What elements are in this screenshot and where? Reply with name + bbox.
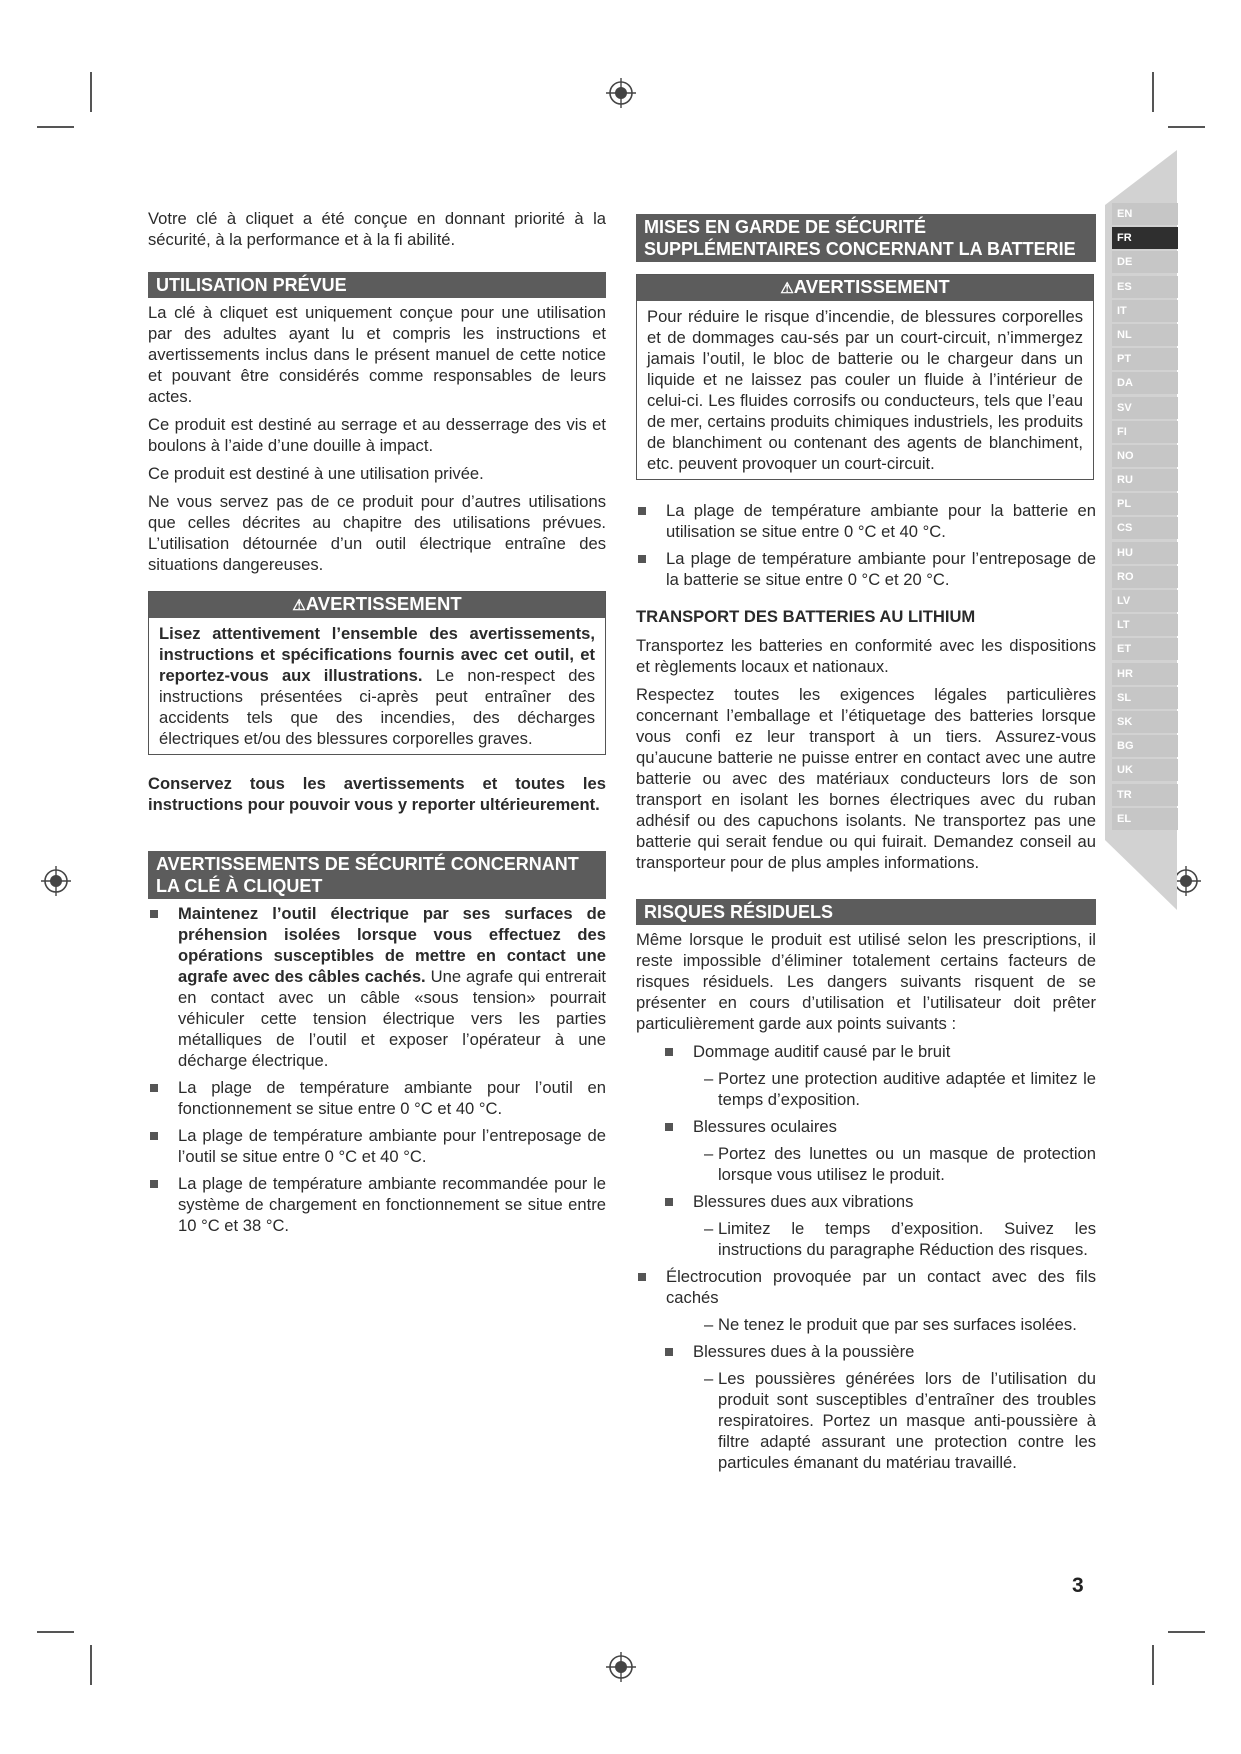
list-item-detail: – Ne tenez le produit que par ses surfaces isolées. (636, 1314, 1096, 1335)
warning-text: Le non-respect des instructions présentées ci-après peut entraîner des accidents tels que des incendies, des décharges électriques et/ou des blessures corporelles graves. (159, 666, 595, 748)
language-tabs (1112, 203, 1178, 832)
warning-body: Pour réduire le risque d’incendie, de blessures corporelles et de dommages cau-sés par un court-circuit, n’immergez jamais l’outil, le bloc de batterie ou le chargeur dans un liquide et ne laissez pas couler un fluide à l’intérieur de celui-ci. Les fluides corrosifs ou conducteurs, tels que l’eau de mer, certains produits chimiques industriels, les produits de blanchiment ou contenant des agents de blanchiment, etc. peuvent provoquer un court-circuit. (647, 307, 1083, 473)
language-tab-en[interactable]: EN (1112, 203, 1178, 225)
language-tab-fi[interactable]: FI (1112, 421, 1178, 443)
language-tab-hu[interactable]: HU (1112, 542, 1178, 564)
crop-mark (37, 1631, 74, 1633)
section-heading-risks: RISQUES RÉSIDUELS (636, 899, 1096, 925)
crop-mark (1152, 72, 1154, 112)
crop-mark (1168, 1631, 1205, 1633)
language-tab-fr[interactable]: FR (1112, 227, 1178, 249)
crop-mark (1152, 1645, 1154, 1685)
language-tab-sv[interactable]: SV (1112, 397, 1178, 419)
list-item: La plage de température ambiante recommandée pour le système de chargement en fonctionnement se situe entre 10 °C et 38 °C. (148, 1173, 606, 1236)
list-item: La plage de température ambiante pour l’entreposage de l’outil se situe entre 0 °C et 40 °C. (148, 1125, 606, 1167)
warning-body (149, 618, 605, 754)
warning-title: AVERTISSEMENT (305, 593, 462, 614)
language-tab-es[interactable]: ES (1112, 276, 1178, 298)
keep-instructions-text: Conservez tous les avertissements et toutes les instructions pour pouvoir vous y reporter ultérieurement. (148, 774, 606, 814)
registration-mark-icon (41, 866, 71, 896)
language-tab-cs[interactable]: CS (1112, 517, 1178, 539)
bullet-bold-text: Maintenez l’outil électrique par ses surfaces de préhension isolées lorsque vous effectuez des opérations susceptibles de mettre en contact une agrafe avec des câbles cachés. (178, 904, 606, 986)
warning-heading (637, 275, 1093, 301)
list-item-detail: – Les poussières générées lors de l’utilisation du produit sont susceptibles d’entraîner des troubles respiratoires. Portez un masque anti-poussière à filtre adapté assurant une protection contre les particules émanant du matériau travaillé. (636, 1368, 1096, 1473)
language-tab-bg[interactable]: BG (1112, 735, 1178, 757)
language-tab-de[interactable]: DE (1112, 251, 1178, 273)
bullet-text: Une agrafe qui entrerait en contact avec un câble «sous tension» pourrait véhiculer cette tension électrique vers les parties métalliques de l’outil et exposer l’opérateur à une décharge électrique. (178, 967, 607, 1070)
list-item-detail: – Portez une protection auditive adaptée et limitez le temps d’exposition. (636, 1068, 1096, 1110)
left-column (148, 208, 606, 1242)
warning-box (148, 591, 606, 755)
list-item: La plage de température ambiante pour la batterie en utilisation se situe entre 0 °C et 40 °C. (636, 500, 1096, 542)
intro-text: Votre clé à cliquet a été conçue en donnant priorité à la sécurité, à la performance et à la fi abilité. (148, 209, 606, 249)
language-tab-pt[interactable]: PT (1112, 348, 1178, 370)
language-tab-it[interactable]: IT (1112, 300, 1178, 322)
crop-mark (37, 126, 74, 128)
language-tab-hr[interactable]: HR (1112, 663, 1178, 685)
language-tab-sl[interactable]: SL (1112, 687, 1178, 709)
section-heading-battery: MISES EN GARDE DE SÉCURITÉ SUPPLÉMENTAIRES CONCERNANT LA BATTERIE (636, 214, 1096, 262)
section-heading-safety: AVERTISSEMENTS DE SÉCURITÉ CONCERNANT LA CLÉ À CLIQUET (148, 851, 606, 899)
language-tab-uk[interactable]: UK (1112, 759, 1178, 781)
language-tab-nl[interactable]: NL (1112, 324, 1178, 346)
language-tab-tr[interactable]: TR (1112, 784, 1178, 806)
warning-triangle-icon: ⚠ (292, 597, 306, 614)
warning-bold-text: Lisez attentivement l’ensemble des avertissements, instructions et spécifications fournis avec cet outil, et reportez-vous aux illustrations. (159, 624, 595, 685)
right-column (636, 214, 1096, 1479)
crop-mark (90, 72, 92, 112)
list-item-detail: – Limitez le temps d’exposition. Suivez les instructions du paragraphe Réduction des risques. (636, 1218, 1096, 1260)
list-item: Blessures dues aux vibrations (636, 1191, 1096, 1212)
registration-mark-icon (606, 1652, 636, 1682)
list-item: Électrocution provoquée par un contact avec des fils cachés (636, 1266, 1096, 1308)
list-item (148, 903, 606, 1071)
transport-paragraph: Transportez les batteries en conformité avec les dispositions et règlements locaux et nationaux. (636, 636, 1096, 676)
language-tab-et[interactable]: ET (1112, 638, 1178, 660)
list-item: Dommage auditif causé par le bruit (636, 1041, 1096, 1062)
language-tab-lv[interactable]: LV (1112, 590, 1178, 612)
warning-triangle-icon: ⚠ (780, 280, 794, 297)
transport-paragraph: Respectez toutes les exigences légales particulières concernant l’emballage et l’étiquetage des batteries lorsque vous confi ez leur transport à un tiers. Assurez-vous qu’aucune batterie ne puisse entrer en contact avec une autre batterie ou avec des matériaux conducteurs lors de son transport en isolant les bornes électriques avec du ruban adhésif ou des capuchons isolants. Ne transportez pas une batterie qui serait fendue ou qui fuirait. Demandez conseil au transporteur pour de plus amples informations. (636, 685, 1096, 872)
language-tab-lt[interactable]: LT (1112, 614, 1178, 636)
list-item: Blessures dues à la poussière (636, 1341, 1096, 1362)
registration-mark-icon (606, 78, 636, 108)
language-tab-sk[interactable]: SK (1112, 711, 1178, 733)
warning-title: AVERTISSEMENT (793, 276, 950, 297)
page-number: 3 (1072, 1574, 1084, 1597)
language-tab-ru[interactable]: RU (1112, 469, 1178, 491)
list-item: La plage de température ambiante pour l’entreposage de la batterie se situe entre 0 °C et 20 °C. (636, 548, 1096, 590)
usage-paragraph: Ne vous servez pas de ce produit pour d’autres utilisations que celles décrites au chapitre des utilisations prévues. L’utilisation détournée d’un outil électrique entraîne des situations dangereuses. (148, 492, 606, 574)
language-tab-da[interactable]: DA (1112, 372, 1178, 394)
language-tab-no[interactable]: NO (1112, 445, 1178, 467)
crop-mark (90, 1645, 92, 1685)
warning-box (636, 274, 1094, 480)
language-tab-pl[interactable]: PL (1112, 493, 1178, 515)
list-item-detail: – Portez des lunettes ou un masque de protection lorsque vous utilisez le produit. (636, 1143, 1096, 1185)
section-heading-usage: UTILISATION PRÉVUE (148, 272, 606, 298)
transport-title: TRANSPORT DES BATTERIES AU LITHIUM (636, 607, 976, 626)
list-item: La plage de température ambiante pour l’outil en fonctionnement se situe entre 0 °C et 40 °C. (148, 1077, 606, 1119)
usage-paragraph: Ce produit est destiné à une utilisation privée. (148, 464, 484, 483)
crop-mark (1168, 126, 1205, 128)
risks-intro: Même lorsque le produit est utilisé selon les prescriptions, il reste impossible d’éliminer totalement certains facteurs de risques résiduels. Les dangers suivants risquent de se présenter en cours d’utilisation et l’utilisateur doit prêter particulièrement garde aux points suivants : (636, 930, 1096, 1033)
usage-paragraph: Ce produit est destiné au serrage et au desserrage des vis et boulons à l’aide d’une douille à impact. (148, 415, 606, 455)
list-item: Blessures oculaires (636, 1116, 1096, 1137)
language-tab-ro[interactable]: RO (1112, 566, 1178, 588)
warning-heading (149, 592, 605, 618)
usage-paragraph: La clé à cliquet est uniquement conçue pour une utilisation par des adultes ayant lu et compris les instructions et avertissements inclus dans le présent manuel de cette notice et pouvant être considérés comme responsables de leurs actes. (148, 303, 606, 406)
language-tab-el[interactable]: EL (1112, 808, 1178, 830)
